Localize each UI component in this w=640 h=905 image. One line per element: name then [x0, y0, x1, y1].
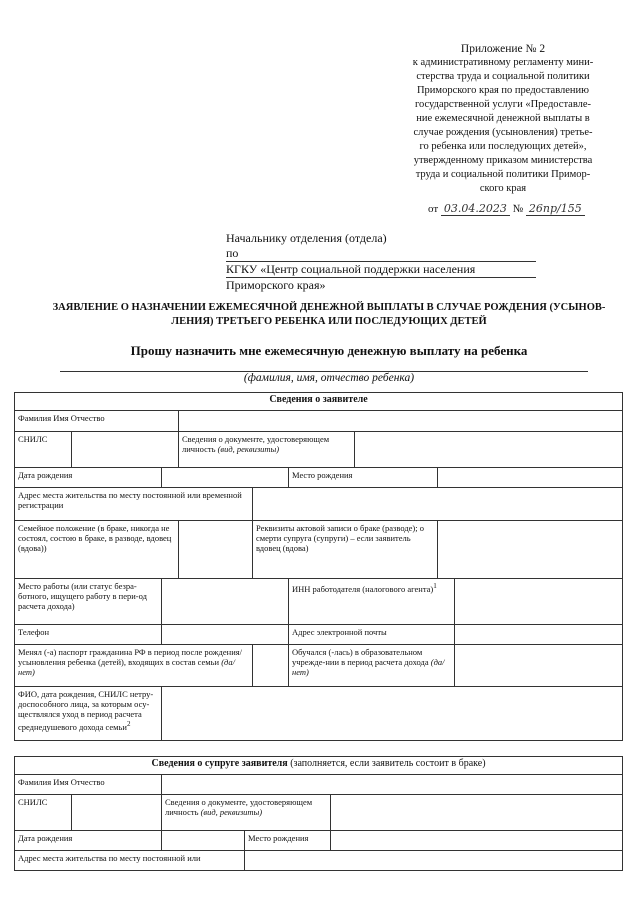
applicant-snils-field[interactable]	[72, 432, 179, 468]
applicant-section-header: Сведения о заявителе	[15, 393, 623, 411]
annex-line: ского края	[479, 183, 527, 194]
applicant-civil-record-label: Реквизиты актовой записи о браке (разводе); о смерти супруга (супруги) – если заявитель вдовец (вдова)	[253, 521, 438, 579]
applicant-phone-field[interactable]	[162, 625, 289, 645]
spouse-fio-label: Фамилия Имя Отчество	[15, 775, 162, 795]
order-reference	[428, 202, 585, 215]
applicant-marital-field[interactable]	[179, 521, 253, 579]
order-date: 03.04.2023	[441, 202, 510, 216]
order-number: 26пр/155	[526, 202, 585, 216]
spouse-birth-date-label: Дата рождения	[15, 831, 162, 851]
addressee-line: по	[226, 246, 536, 262]
annex-line: случае рождения (усыновления) третье-	[413, 127, 593, 138]
annex-line: стерства труда и социальной политики	[416, 71, 590, 82]
applicant-email-label: Адрес электронной почты	[289, 625, 455, 645]
spouse-snils-label: СНИЛС	[15, 795, 72, 831]
spouse-table	[14, 756, 623, 871]
applicant-id-doc-field[interactable]	[355, 432, 623, 468]
applicant-civil-record-field[interactable]	[438, 521, 623, 579]
applicant-caregiver-field[interactable]	[162, 687, 623, 741]
applicant-fio-field[interactable]	[179, 411, 623, 432]
applicant-caregiver-label: ФИО, дата рождения, СНИЛС нетру-доспособного лица, за которым осу-ществлялся уход в период расчета среднедушевого дохода семьи$^2$	[15, 687, 162, 741]
annex-line: труда и социальной политики Примор-	[415, 169, 591, 180]
applicant-work-field[interactable]	[162, 579, 289, 625]
date-prefix: от	[428, 203, 439, 215]
document-title: ЗАЯВЛЕНИЕ О НАЗНАЧЕНИИ ЕЖЕМЕСЯЧНОЙ ДЕНЕЖНОЙ ВЫПЛАТЫ В СЛУЧАЕ РОЖДЕНИЯ (УСЫНОВ-ЛЕНИЯ) ТРЕТЬЕГО РЕБЕНКА ИЛИ ПОСЛЕДУЮЩИХ ДЕТЕЙ	[52, 302, 606, 327]
applicant-email-field[interactable]	[455, 625, 623, 645]
spouse-id-doc-field[interactable]	[331, 795, 623, 831]
spouse-id-doc-label: Сведения о документе, удостоверяющем личность (вид, реквизиты)	[162, 795, 331, 831]
applicant-birth-date-label: Дата рождения	[15, 468, 162, 488]
annex-line: государственной услуги «Предоставле-	[414, 99, 592, 110]
applicant-fio-label: Фамилия Имя Отчество	[15, 411, 179, 432]
spouse-birth-place-label: Место рождения	[245, 831, 331, 851]
applicant-work-label: Место работы (или статус безра-ботного, ищущего работу в пери-од расчета дохода)	[15, 579, 162, 625]
applicant-study-field[interactable]	[455, 645, 623, 687]
applicant-id-doc-label: Сведения о документе, удостоверяющем личность (вид, реквизиты)	[179, 432, 355, 468]
applicant-inn-field[interactable]	[455, 579, 623, 625]
applicant-birth-place-field[interactable]	[438, 468, 623, 488]
applicant-snils-label: СНИЛС	[15, 432, 72, 468]
applicant-passport-label: Менял (-а) паспорт гражданина РФ в период после рождения/усыновления ребенка (детей), входящих в состав семьи (да/нет)	[15, 645, 253, 687]
annex-heading: Приложение № 2	[460, 43, 546, 55]
applicant-birth-place-label: Место рождения	[289, 468, 438, 488]
spouse-fio-field[interactable]	[162, 775, 623, 795]
spouse-address-label: Адрес места жительства по месту постоянной или	[15, 851, 245, 871]
annex-line: го ребенка или последующих детей»,	[419, 141, 587, 152]
annex-line: утвержденному приказом министерства	[413, 155, 593, 166]
request-text: Прошу назначить мне ежемесячную денежную выплату на ребенка	[130, 343, 528, 358]
addressee-line: Начальнику отделения (отдела)	[226, 231, 387, 245]
spouse-snils-field[interactable]	[72, 795, 162, 831]
spouse-section-header: Сведения о супруге заявителя (заполняется, если заявитель состоит в браке)	[15, 757, 623, 775]
applicant-phone-label: Телефон	[15, 625, 162, 645]
spouse-birth-place-field[interactable]	[331, 831, 623, 851]
applicant-table	[14, 392, 623, 741]
applicant-inn-label: ИНН работодателя (налогового агента)$^1$	[289, 579, 455, 625]
applicant-study-label: Обучался (-лась) в образовательном учрежде-нии в период расчета дохода (да/нет)	[289, 645, 455, 687]
applicant-passport-field[interactable]	[253, 645, 289, 687]
annex-block	[388, 42, 618, 196]
annex-line: ние ежемесячной денежной выплаты в	[416, 113, 590, 124]
applicant-address-field[interactable]	[253, 488, 623, 521]
addressee-block	[226, 231, 536, 293]
child-name-caption: (фамилия, имя, отчество ребенка)	[243, 372, 415, 384]
applicant-birth-date-field[interactable]	[162, 468, 289, 488]
spouse-birth-date-field[interactable]	[162, 831, 245, 851]
addressee-line: Приморского края»	[226, 278, 326, 292]
applicant-address-label: Адрес места жительства по месту постоянной или временной регистрации	[15, 488, 253, 521]
applicant-marital-label: Семейное положение (в браке, никогда не состоял, состою в браке, в разводе, вдовец (вдова))	[15, 521, 179, 579]
spouse-address-field[interactable]	[245, 851, 623, 871]
annex-line: к административному регламенту мини-	[412, 57, 594, 68]
number-prefix: №	[512, 203, 524, 215]
annex-line: Приморского края по предоставлению	[416, 85, 590, 96]
addressee-line: КГКУ «Центр социальной поддержки населения	[226, 262, 536, 278]
